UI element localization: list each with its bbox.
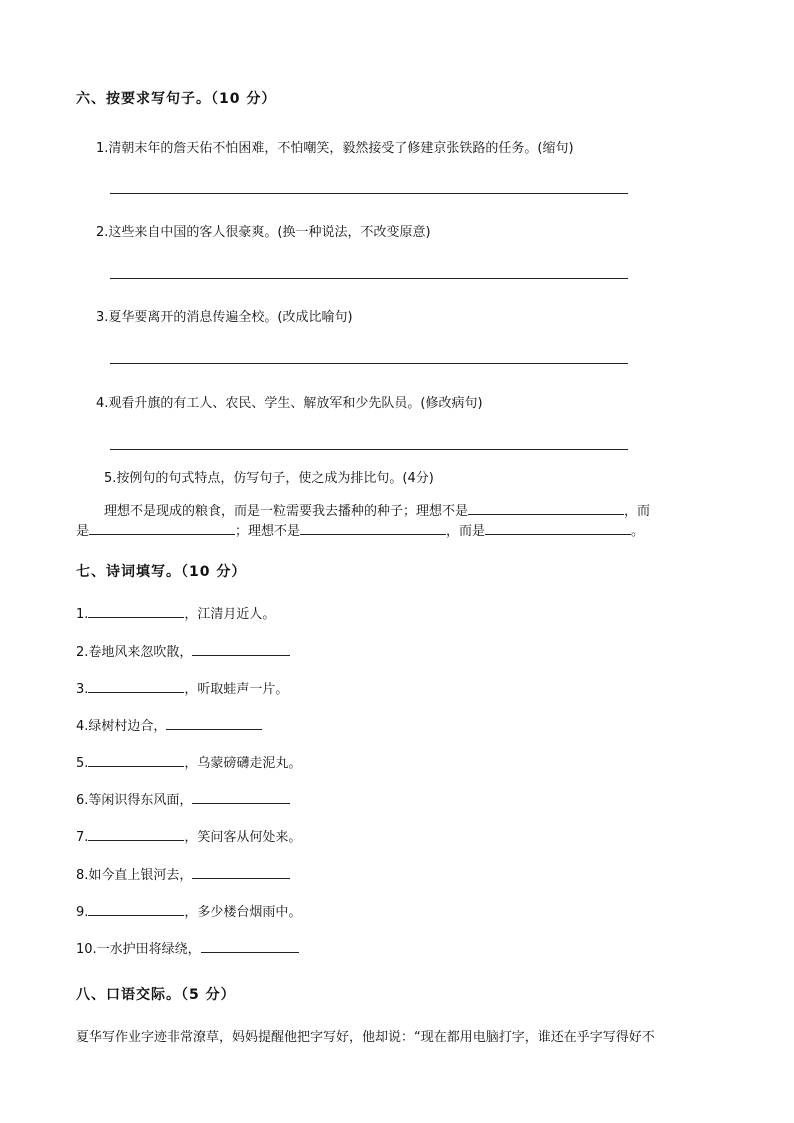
poem-blank[interactable] [88, 754, 184, 767]
poem-item-label: 8.如今直上银河去， [76, 868, 193, 883]
poem-blank[interactable] [192, 643, 290, 656]
poem-item-6 [76, 789, 290, 808]
poem-item-1 [76, 603, 275, 622]
example-text-d: ；理想不是 [235, 524, 301, 539]
poem-item-label: 9. [76, 905, 89, 920]
answer-line-2[interactable] [110, 278, 628, 279]
section-seven-heading: 七、诗词填写。（10 分） [76, 564, 247, 580]
example-text-f: 。 [631, 524, 645, 539]
poem-blank[interactable] [88, 903, 184, 916]
fill-blank-3[interactable] [300, 522, 446, 535]
poem-blank[interactable] [88, 680, 184, 693]
poem-item-9 [76, 901, 301, 920]
poem-item-label: 10.一水护田将绿绕， [76, 942, 201, 957]
poem-item-10 [76, 938, 299, 957]
poem-item-4 [76, 715, 262, 734]
example-text-b: ，而 [624, 504, 651, 519]
example-line-1 [104, 500, 650, 519]
poem-item-label: 4.绿树村边合， [76, 719, 167, 734]
poem-item-8 [76, 864, 290, 883]
poem-blank[interactable] [192, 791, 290, 804]
poem-item-label: 5. [76, 756, 89, 771]
poem-item-text: ，江清月近人。 [184, 607, 276, 622]
poem-item-2 [76, 641, 290, 660]
poem-blank[interactable] [166, 717, 262, 730]
poem-item-label: 2.卷地风来忽吹散， [76, 645, 193, 660]
fill-blank-2[interactable] [89, 522, 235, 535]
section-eight-text: 夏华写作业字迹非常潦草，妈妈提醒他把字写好，他却说：“现在都用电脑打字，谁还在乎字写得好不 [76, 1030, 655, 1045]
poem-item-text: ，笑问客从何处来。 [184, 830, 302, 845]
poem-item-text: ，听取蛙声一片。 [184, 682, 289, 697]
fill-blank-1[interactable] [468, 502, 624, 515]
question-5: 5.按例句的句式特点，仿写句子，使之成为排比句。(4分) [104, 471, 434, 486]
example-line-2 [76, 520, 644, 539]
question-2: 2.这些来自中国的客人很豪爽。(换一种说法，不改变原意) [96, 225, 431, 240]
question-4: 4.观看升旗的有工人、农民、学生、解放军和少先队员。(修改病句) [96, 396, 483, 411]
poem-blank[interactable] [201, 940, 299, 953]
poem-item-label: 3. [76, 682, 89, 697]
poem-item-label: 1. [76, 607, 89, 622]
poem-blank[interactable] [192, 866, 290, 879]
poem-item-label: 6.等闲识得东风面， [76, 793, 193, 808]
poem-item-3 [76, 678, 288, 697]
section-eight-heading: 八、口语交际。（5 分） [76, 987, 236, 1003]
question-3: 3.夏华要离开的消息传遍全校。(改成比喻句) [96, 310, 353, 325]
poem-item-text: ，乌蒙磅礴走泥丸。 [184, 756, 302, 771]
answer-line-3[interactable] [110, 363, 628, 364]
section-six-heading: 六、按要求写句子。（10 分） [76, 91, 277, 107]
poem-item-5 [76, 752, 301, 771]
poem-item-7 [76, 826, 301, 845]
answer-line-4[interactable] [110, 449, 628, 450]
answer-line-1[interactable] [110, 193, 628, 194]
poem-item-label: 7. [76, 830, 89, 845]
example-text-a: 理想不是现成的粮食，而是一粒需要我去播种的种子；理想不是 [104, 504, 469, 519]
fill-blank-4[interactable] [485, 522, 631, 535]
poem-blank[interactable] [88, 605, 184, 618]
poem-blank[interactable] [88, 828, 184, 841]
example-text-e: ，而是 [446, 524, 486, 539]
question-1: 1.清朝末年的詹天佑不怕困难，不怕嘲笑，毅然接受了修建京张铁路的任务。(缩句) [96, 141, 574, 156]
example-text-c: 是 [76, 524, 90, 539]
poem-item-text: ，多少楼台烟雨中。 [184, 905, 302, 920]
